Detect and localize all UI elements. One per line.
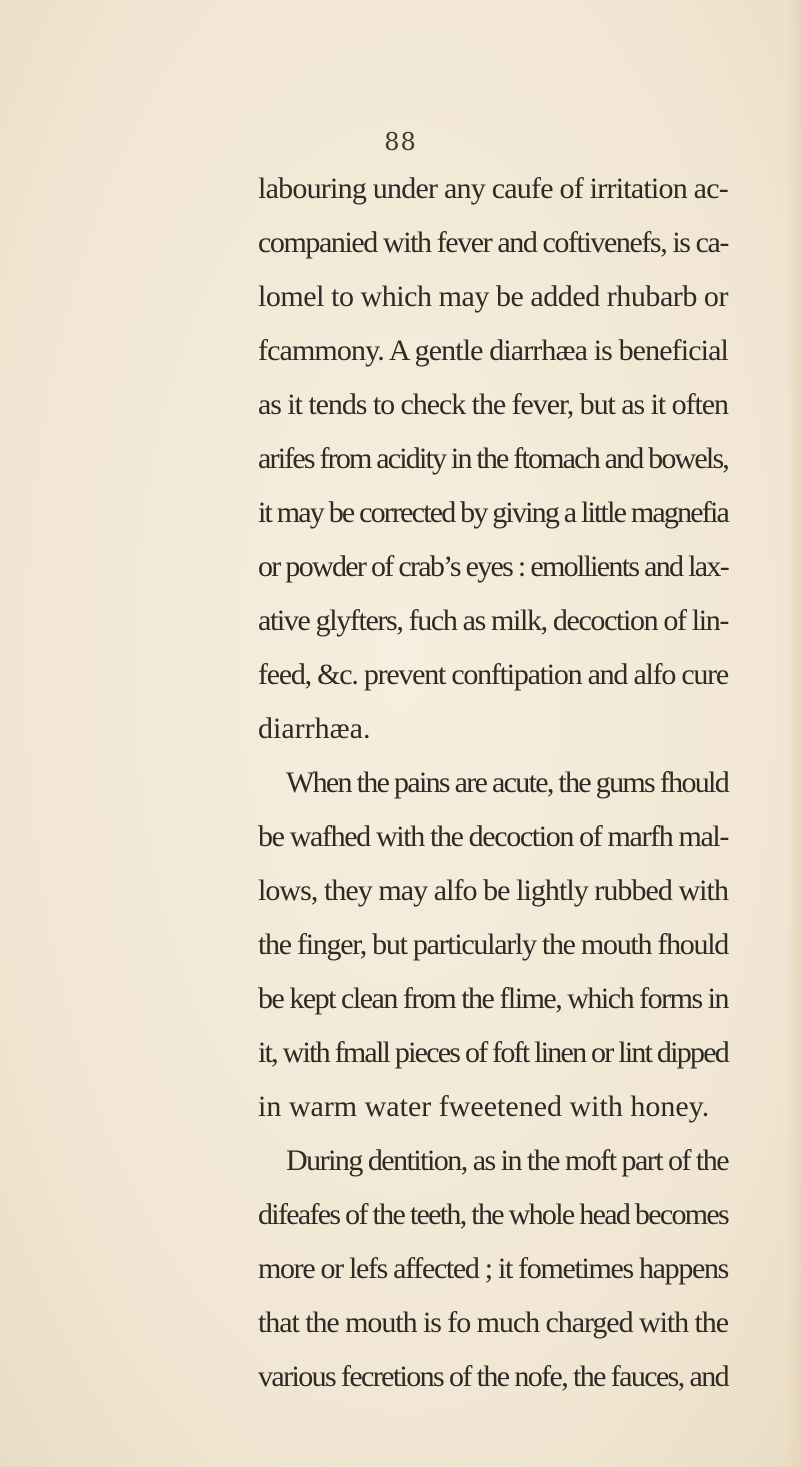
text-line: During dentition, as in the moft part of the bbox=[286, 1144, 729, 1177]
text-line: lows, they may alfo be lightly rubbed with bbox=[258, 874, 728, 907]
text-line: be wafhed with the decoction of marfh mal- bbox=[258, 820, 728, 853]
page-edge-shadow bbox=[787, 0, 801, 1467]
text-line: fcammony. A gentle diarrhæa is beneficial bbox=[258, 334, 728, 367]
text-line: companied with fever and coftivenefs, is ca- bbox=[258, 226, 728, 259]
text-line: be kept clean from the flime, which forms in bbox=[258, 982, 728, 1015]
text-line: difeafes of the teeth, the whole head becomes bbox=[258, 1198, 728, 1231]
text-line: diarrhæa. bbox=[258, 712, 371, 745]
page-number: 88 bbox=[384, 128, 417, 156]
text-line: When the pains are acute, the gums fhould bbox=[286, 766, 728, 799]
text-line: in warm water fweetened with honey. bbox=[258, 1090, 710, 1123]
text-line: labouring under any caufe of irritation ac- bbox=[258, 172, 728, 205]
text-line: lomel to which may be added rhubarb or bbox=[258, 280, 728, 313]
text-line: or powder of crab’s eyes : emollients and lax- bbox=[258, 550, 728, 583]
text-line: as it tends to check the fever, but as it often bbox=[258, 388, 728, 421]
text-line: the finger, but particularly the mouth fhould bbox=[258, 928, 728, 961]
text-line: it may be corrected by giving a little magnefia bbox=[258, 496, 728, 529]
text-line: arifes from acidity in the ftomach and bowels, bbox=[258, 442, 728, 475]
text-line: feed, &c. prevent conftipation and alfo cure bbox=[258, 658, 729, 691]
text-line: it, with fmall pieces of foft linen or lint dipped bbox=[258, 1036, 728, 1069]
text-line: more or lefs affected ; it fometimes happens bbox=[258, 1252, 728, 1285]
text-line: ative glyfters, fuch as milk, decoction of lin- bbox=[258, 604, 728, 637]
text-line: that the mouth is fo much charged with the bbox=[258, 1306, 728, 1339]
text-line: various fecretions of the nofe, the fauces, and bbox=[258, 1360, 728, 1393]
